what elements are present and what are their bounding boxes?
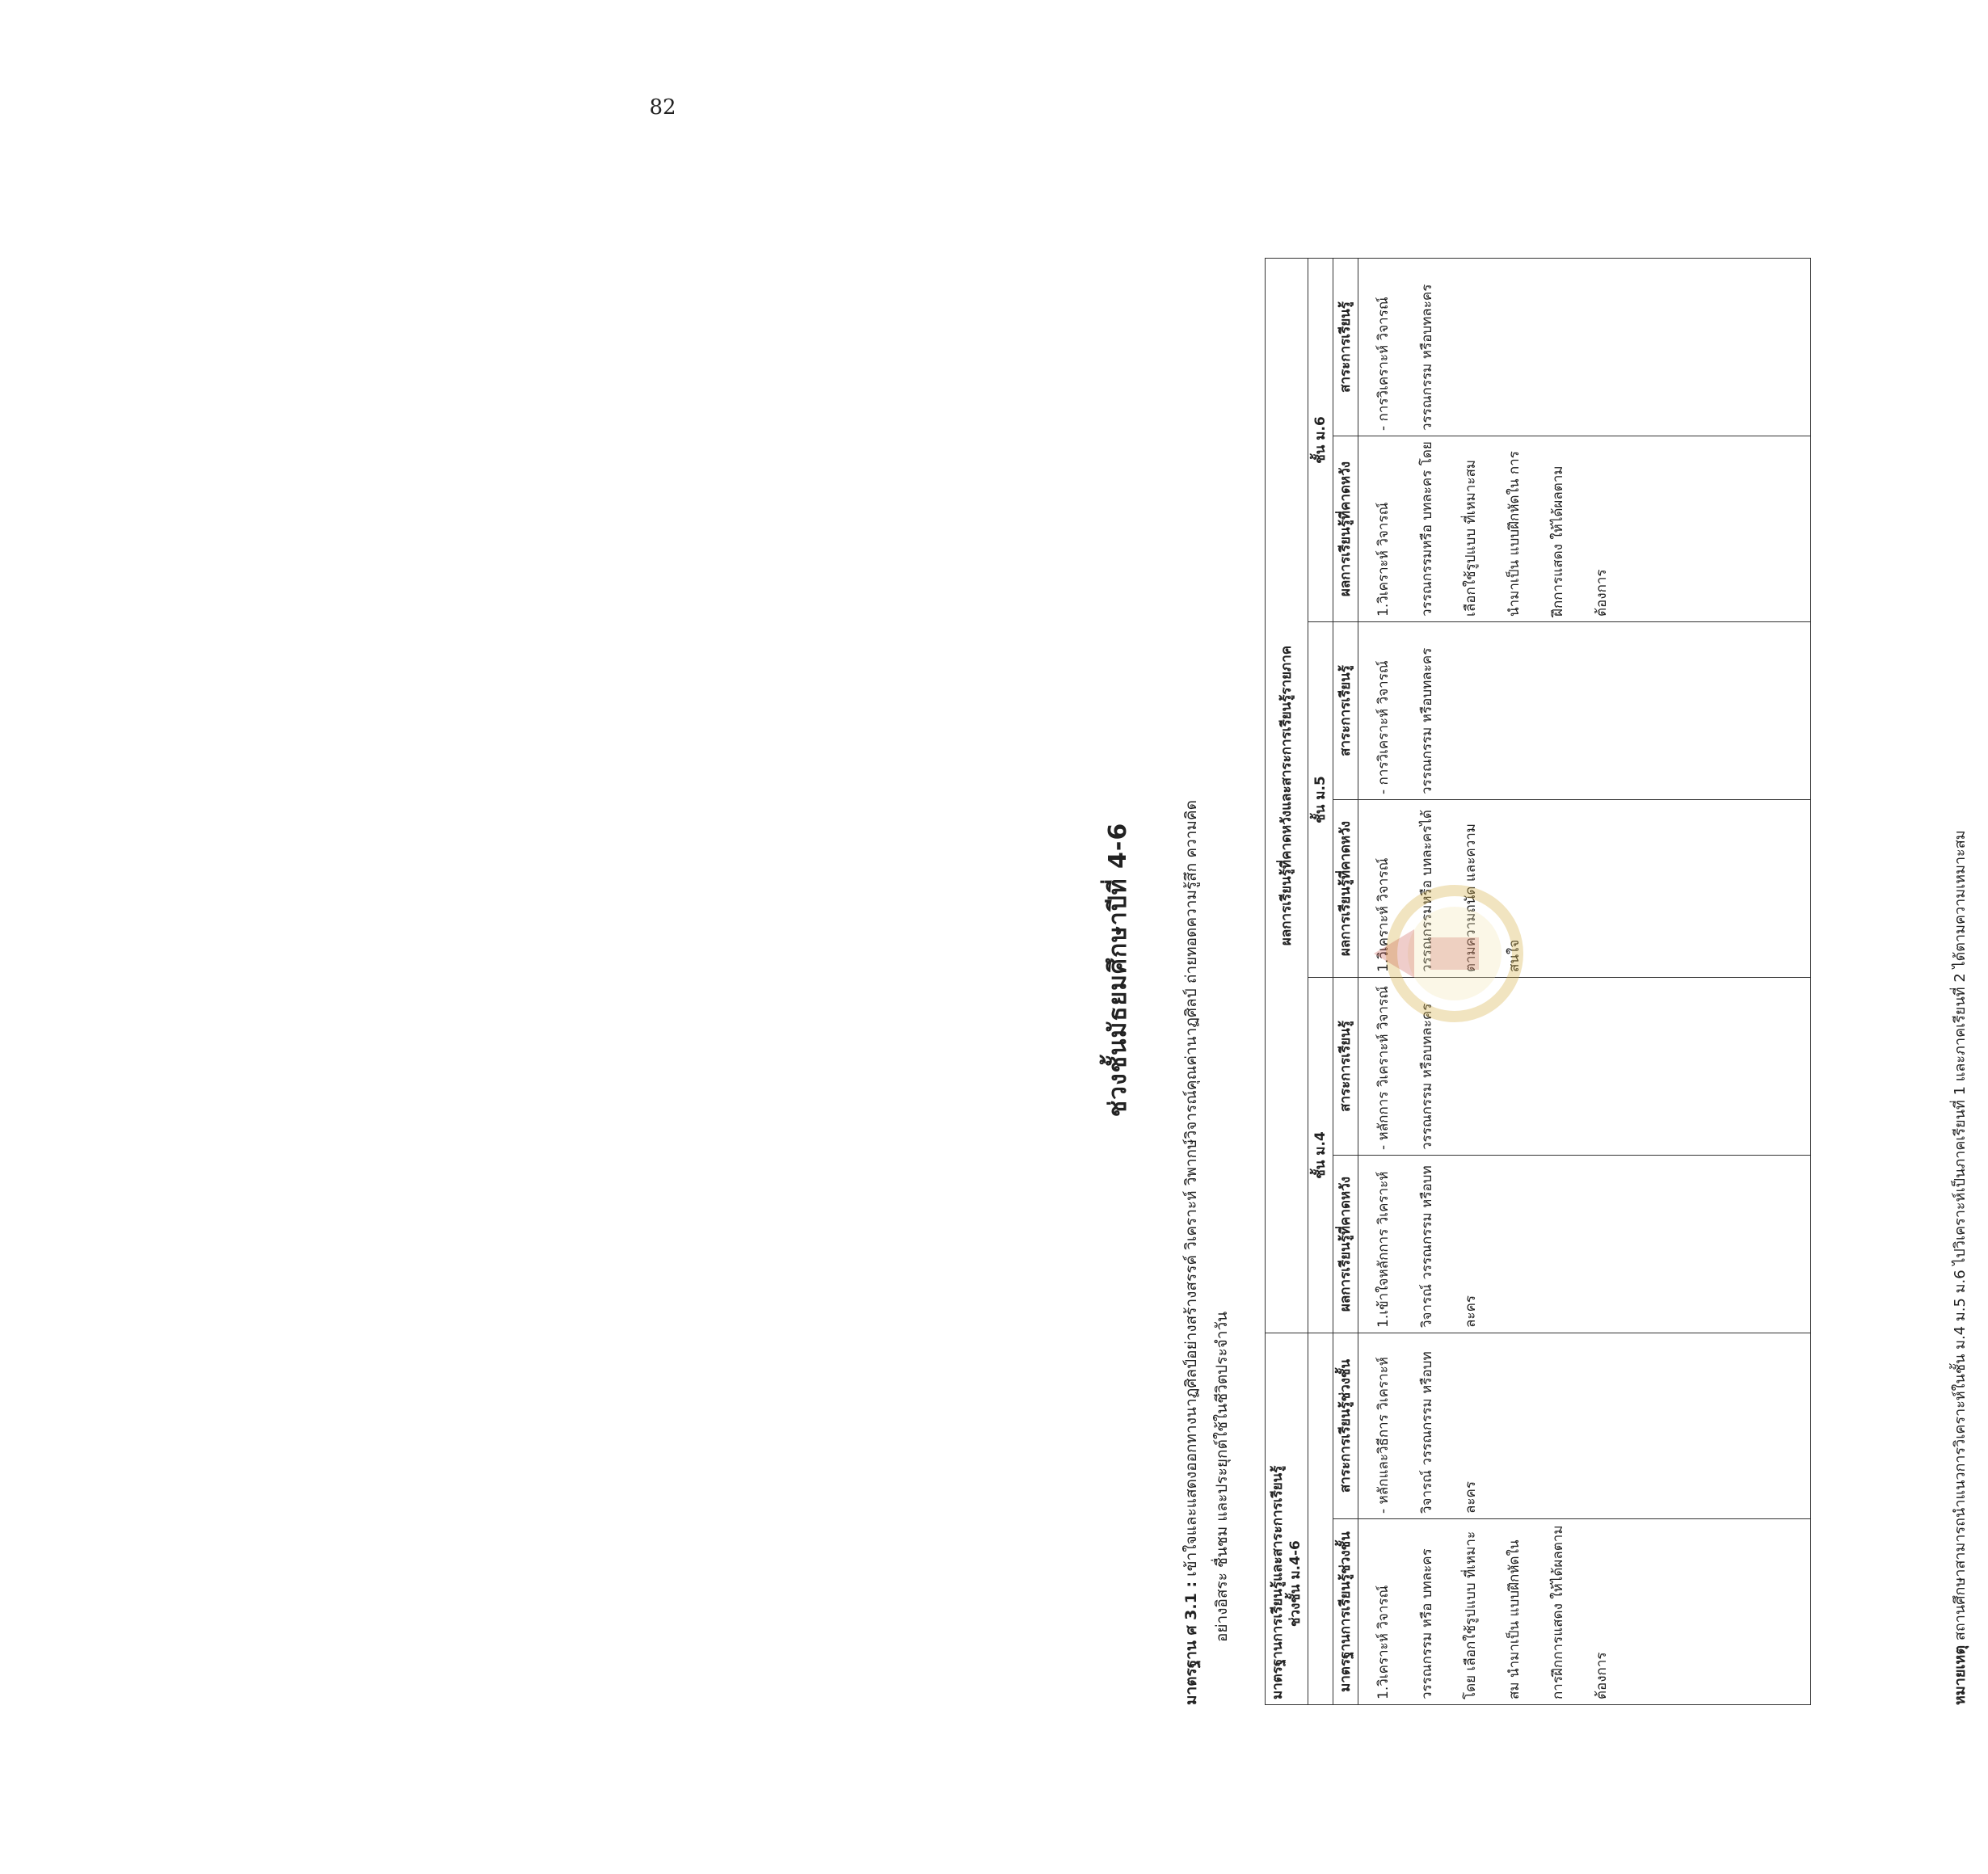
col-content-range: สาระการเรียนรู้ช่วงชั้น bbox=[1333, 1333, 1358, 1518]
footnote bbox=[1948, 251, 1971, 1705]
col-content-m6: สาระการเรียนรู้ bbox=[1333, 258, 1358, 436]
grade-6-header: ชั้น ม.6 bbox=[1308, 258, 1333, 621]
grade-4-header: ชั้น ม.4 bbox=[1308, 977, 1333, 1333]
cell-outcome-m5: 1.วิเคราะห์ วิจารณ์ วรรณกรรมหรือ บทละครได้ ตามความถนัด และความสนใจ bbox=[1358, 799, 1811, 977]
watermark-seal-icon bbox=[1366, 881, 1527, 1026]
cell-content-m6: - การวิเคราะห์ วิจารณ์ วรรณกรรม หรือบทละคร bbox=[1358, 258, 1811, 436]
curriculum-table bbox=[1265, 258, 1811, 1705]
col-content-m5: สาระการเรียนรู้ bbox=[1333, 621, 1358, 799]
standard-line-1: เข้าใจและแสดงออกทางนาฏศิลป์อย่างสร้างสรรค์ วิเคราะห์ วิพากษ์วิจารณ์คุณค่านาฏศิลป์ ถ่ายทอดความรู้สึก ความคิด bbox=[1182, 800, 1200, 1577]
standard-statement bbox=[1176, 234, 1237, 1705]
header-row-columns bbox=[1333, 258, 1358, 1704]
col-content-m4: สาระการเรียนรู้ bbox=[1333, 977, 1358, 1155]
page-title: ช่วงชั้นมัธยมศึกษาปีที่ 4-6 bbox=[1104, 822, 1132, 1118]
col-outcome-m4: ผลการเรียนรู้ที่คาดหวัง bbox=[1333, 1155, 1358, 1333]
cell-content-range: - หลักและวิธีการ วิเคราะห์ วิจารณ์ วรรณกรรม หรือบทละคร bbox=[1358, 1333, 1811, 1518]
group-right-header: ผลการเรียนรู้ที่คาดหวังและสาระการเรียนรู้รายภาค bbox=[1266, 258, 1308, 1333]
standard-label: มาตรฐาน ศ 3.1 : bbox=[1182, 1581, 1200, 1705]
col-outcome-m5: ผลการเรียนรู้ที่คาดหวัง bbox=[1333, 799, 1358, 977]
cell-outcome-m4: 1.เข้าใจหลักการ วิเคราะห์ วิจารณ์ วรรณกรรม หรือบทละคร bbox=[1358, 1155, 1811, 1333]
grade-5-header: ชั้น ม.5 bbox=[1308, 621, 1333, 977]
footnote-text: สถานศึกษาสามารถนำแนวการวิเคราะห์ในชั้น ม.4 ม.5 ม.6 ไปวิเคราะห์เป็นภาคเรียนที่ 1 และภาคเรียนที่ 2 ได้ตามความเหมาะสม bbox=[1952, 830, 1969, 1641]
footnote-label: หมายเหตุ bbox=[1952, 1644, 1969, 1705]
rotated-page-content bbox=[1099, 234, 1988, 1705]
cell-standard: 1.วิเคราะห์ วิจารณ์ วรรณกรรม หรือ บทละคร โดย เลือกใช้รูปแบบ ที่เหมาะสม นำมาเป็น แบบฝึกหัดใน การฝึกการแสดง ให้ได้ผลตาม ต้องการ bbox=[1358, 1519, 1811, 1705]
header-row-groups bbox=[1266, 258, 1308, 1704]
header-row-grades bbox=[1308, 258, 1333, 1704]
cell-content-m5: - การวิเคราะห์ วิจารณ์ วรรณกรรม หรือบทละคร bbox=[1358, 621, 1811, 799]
group-left-header: มาตรฐานการเรียนรู้และสาระการเรียนรู้ ช่วงชั้น ม.4-6 bbox=[1266, 1333, 1308, 1704]
cell-outcome-m6: 1.วิเคราะห์ วิจารณ์ วรรณกรรมหรือ บทละคร โดย เลือกใช้รูปแบบ ที่เหมาะสม นำมาเป็น แบบฝึกหัดใน การฝึกการแสดง ให้ได้ผลตาม ต้องการ bbox=[1358, 436, 1811, 621]
standard-line-2: อย่างอิสระ ชื่นชม และประยุกต์ใช้ในชีวิตประจำวัน bbox=[1213, 1311, 1231, 1642]
page-number: 82 bbox=[649, 95, 676, 120]
col-standard: มาตรฐานการเรียนรู้ช่วงชั้น bbox=[1333, 1519, 1358, 1705]
col-outcome-m6: ผลการเรียนรู้ที่คาดหวัง bbox=[1333, 436, 1358, 621]
cell-content-m4: - หลักการ วิเคราะห์ วิจารณ์ วรรณกรรม หรือบทละคร bbox=[1358, 977, 1811, 1155]
